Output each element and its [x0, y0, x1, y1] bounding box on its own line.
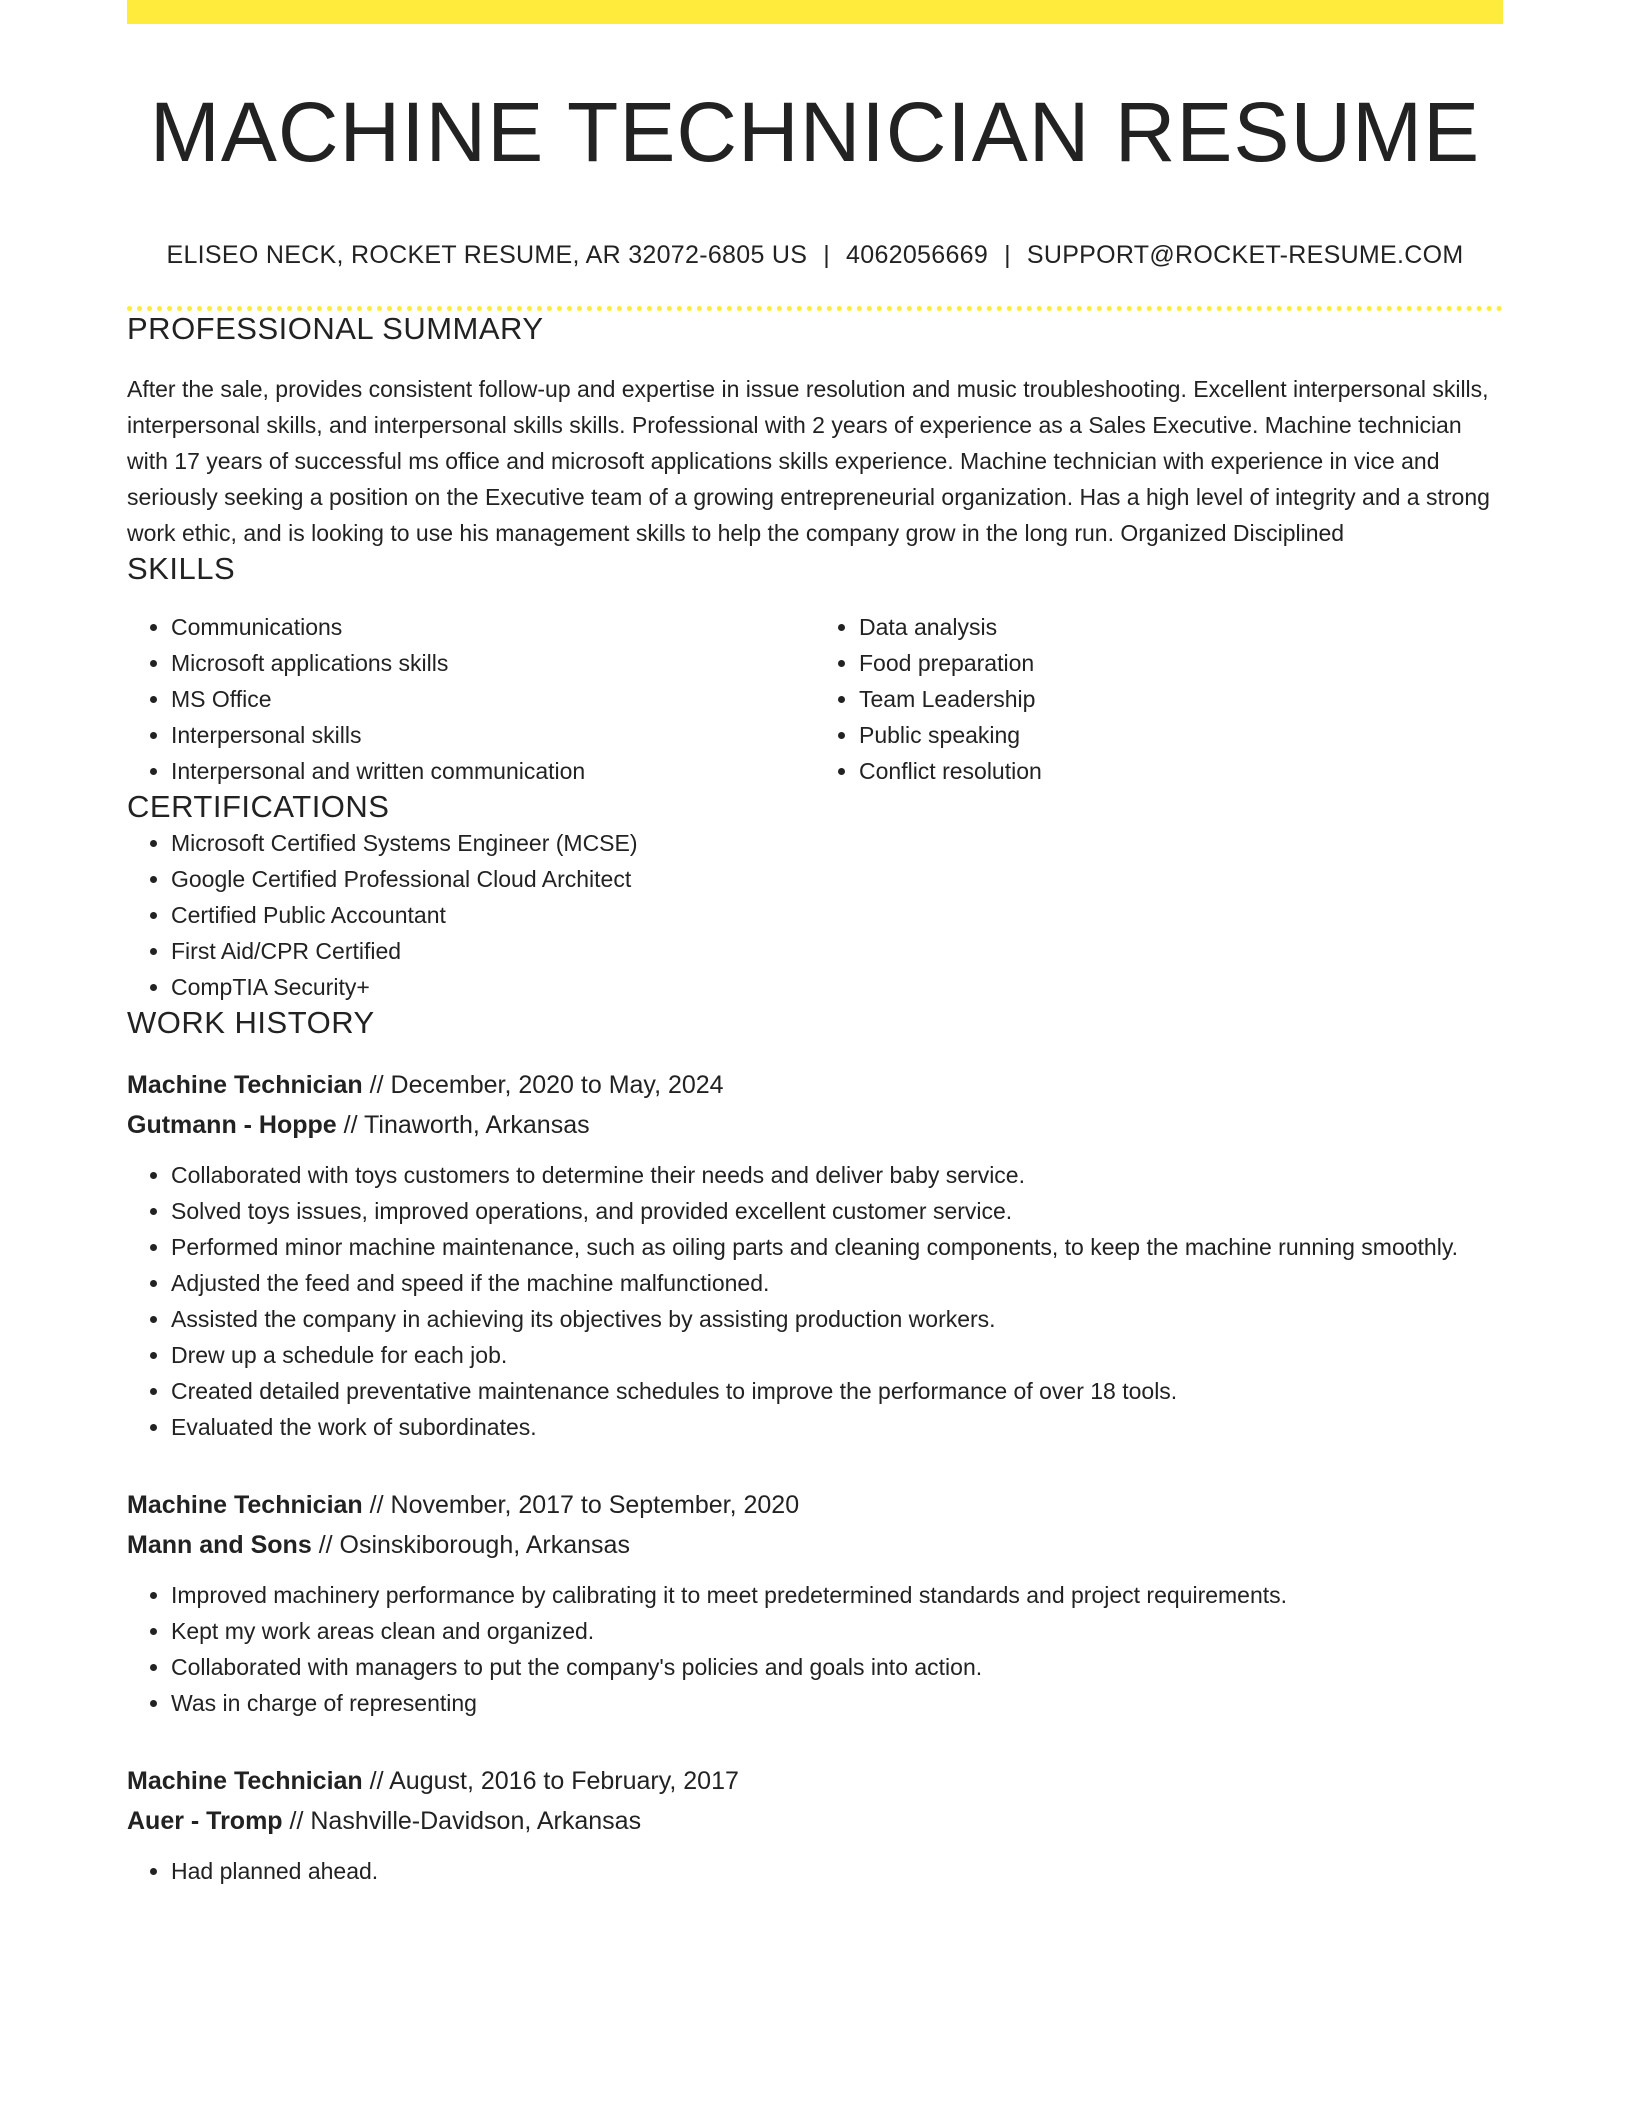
job-location: // Tinaworth, Arkansas	[343, 1111, 590, 1140]
skill-item: • Communications	[171, 609, 815, 645]
job-entry	[127, 1485, 1503, 1721]
job-company: Mann and Sons	[127, 1531, 312, 1560]
certification-item: • Google Certified Professional Cloud Architect	[171, 861, 1503, 897]
skills-columns	[127, 609, 1503, 789]
contact-separator: |	[823, 241, 831, 270]
job-title-line	[127, 1485, 1503, 1525]
job-duty: • Kept my work areas clean and organized.	[171, 1613, 1503, 1649]
skill-item: • Conflict resolution	[859, 753, 1503, 789]
skill-item: • Food preparation	[859, 645, 1503, 681]
contact-address: ELISEO NECK, ROCKET RESUME, AR 32072-6805 US	[166, 241, 808, 270]
job-duty: • Performed minor machine maintenance, such as oiling parts and cleaning components, to keep the machine running smoothly.	[171, 1229, 1503, 1265]
contact-phone: 4062056669	[846, 241, 989, 270]
certification-item: • CompTIA Security+	[171, 969, 1503, 1005]
skill-item: • MS Office	[171, 681, 815, 717]
work-history-heading: WORK HISTORY	[127, 1005, 375, 1041]
skill-item: • Interpersonal skills	[171, 717, 815, 753]
job-duty: • Had planned ahead.	[171, 1853, 1503, 1889]
job-title: Machine Technician	[127, 1071, 363, 1100]
job-company-line	[127, 1801, 1503, 1841]
skills-list-left	[127, 609, 815, 789]
certification-item: • First Aid/CPR Certified	[171, 933, 1503, 969]
job-entry	[127, 1065, 1503, 1445]
job-duty: • Solved toys issues, improved operations, and provided excellent customer service.	[171, 1193, 1503, 1229]
job-dates: // December, 2020 to May, 2024	[369, 1071, 724, 1100]
job-location: // Osinskiborough, Arkansas	[318, 1531, 630, 1560]
job-title-line	[127, 1761, 1503, 1801]
contact-separator: |	[1004, 241, 1011, 270]
skills-heading: SKILLS	[127, 551, 236, 587]
job-title: Machine Technician	[127, 1491, 363, 1520]
skill-item: • Microsoft applications skills	[171, 645, 815, 681]
job-entry	[127, 1761, 1503, 1889]
skill-item: • Interpersonal and written communication	[171, 753, 815, 789]
contact-line	[127, 241, 1503, 270]
job-dates: // November, 2017 to September, 2020	[369, 1491, 800, 1520]
job-duty: • Adjusted the feed and speed if the machine malfunctioned.	[171, 1265, 1503, 1301]
resume-title: MACHINE TECHNICIAN RESUME	[149, 85, 1481, 179]
job-duty: • Assisted the company in achieving its objectives by assisting production workers.	[171, 1301, 1503, 1337]
skill-item: • Team Leadership	[859, 681, 1503, 717]
certifications-heading: CERTIFICATIONS	[127, 789, 390, 825]
certification-item: • Microsoft Certified Systems Engineer (MCSE)	[171, 825, 1503, 861]
job-duty: • Improved machinery performance by calibrating it to meet predetermined standards and project requirements.	[171, 1577, 1503, 1613]
job-duty: • Collaborated with managers to put the company's policies and goals into action.	[171, 1649, 1503, 1685]
job-dates: // August, 2016 to February, 2017	[369, 1767, 739, 1796]
job-company-line	[127, 1525, 1503, 1565]
job-company-line	[127, 1105, 1503, 1145]
job-location: // Nashville-Davidson, Arkansas	[289, 1807, 642, 1836]
certification-item: • Certified Public Accountant	[171, 897, 1503, 933]
skill-item: • Public speaking	[859, 717, 1503, 753]
job-duty: • Collaborated with toys customers to determine their needs and deliver baby service.	[171, 1157, 1503, 1193]
job-duties-list	[127, 1157, 1503, 1445]
top-accent-bar	[127, 0, 1503, 24]
skills-list-right	[815, 609, 1503, 789]
job-duty: • Drew up a schedule for each job.	[171, 1337, 1503, 1373]
job-duty: • Evaluated the work of subordinates.	[171, 1409, 1503, 1445]
certifications-list	[127, 825, 1503, 1005]
job-title: Machine Technician	[127, 1767, 363, 1796]
summary-text: After the sale, provides consistent follow-up and expertise in issue resolution and music troubleshooting. Excellent interpersonal skills, interpersonal skills, and interpersonal skills skills. Professional with 2 years of experience as a Sales Executive. Machine technician with 17 years of successful ms office and microsoft applications skills experience. Machine technician with experience in vice and seriously seeking a position on the Executive team of a growing entrepreneurial organization. Has a high level of integrity and a strong work ethic, and is looking to use his management skills to help the company grow in the long run. Organized Disciplined	[127, 376, 1490, 547]
summary-heading: PROFESSIONAL SUMMARY	[127, 311, 544, 347]
job-title-line	[127, 1065, 1503, 1105]
contact-email: SUPPORT@ROCKET-RESUME.COM	[1026, 241, 1464, 270]
skill-item: • Data analysis	[859, 609, 1503, 645]
job-duties-list	[127, 1577, 1503, 1721]
job-duty: • Was in charge of representing	[171, 1685, 1503, 1721]
job-duty: • Created detailed preventative maintenance schedules to improve the performance of over 18 tools.	[171, 1373, 1503, 1409]
resume-page	[127, 0, 1503, 1889]
job-company: Gutmann - Hoppe	[127, 1111, 337, 1140]
job-duties-list	[127, 1853, 1503, 1889]
job-company: Auer - Tromp	[127, 1807, 283, 1836]
